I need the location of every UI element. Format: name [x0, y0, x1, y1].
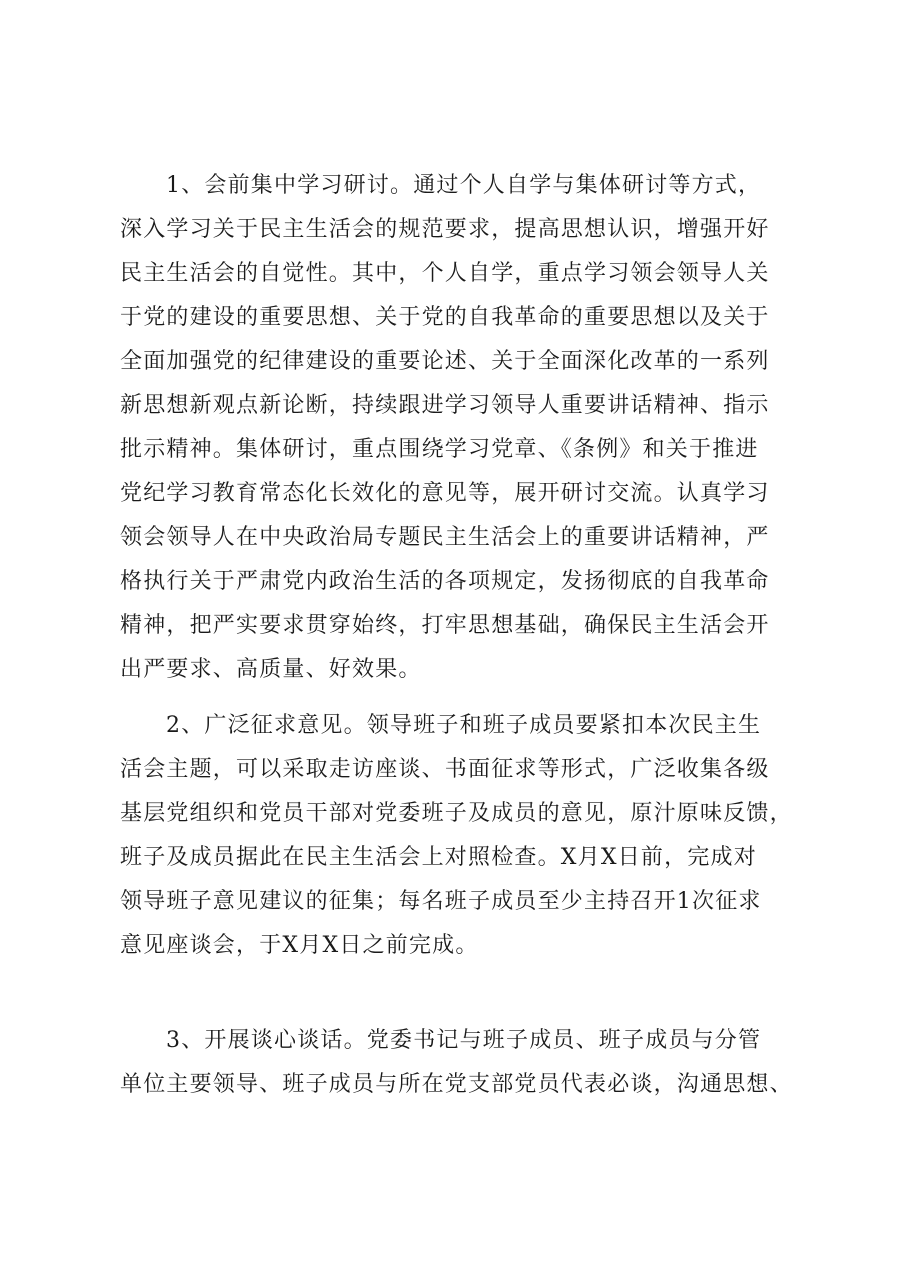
paragraph-2-line-3: 基层党组织和党员干部对党委班子及成员的意见，原汁原味反馈， [120, 801, 793, 826]
paragraph-1-line-2: 深入学习关于民主生活会的规范要求，提高思想认识，增强开好 [120, 217, 770, 242]
paragraph-3-line-1: 3、开展谈心谈话。党委书记与班子成员、班子成员与分管 [166, 1028, 762, 1053]
paragraph-1-line-12: 出严要求、高质量、好效果。 [120, 657, 422, 682]
paragraph-1-line-10: 格执行关于严肃党内政治生活的各项规定，发扬彻底的自我革命 [120, 569, 770, 594]
paragraph-1-line-6: 新思想新观点新论断，持续跟进学习领导人重要讲话精神、指示 [120, 393, 770, 418]
paragraph-1-line-5: 全面加强党的纪律建设的重要论述、关于全面深化改革的一系列 [120, 349, 770, 374]
paragraph-1-line-7: 批示精神。集体研讨，重点围绕学习党章、《条例》和关于推进 [120, 437, 759, 462]
paragraph-1-line-9: 领会领导人在中央政治局专题民主生活会上的重要讲话精神，严 [120, 525, 770, 550]
paragraph-1-line-11: 精神，把严实要求贯穿始终，打牢思想基础，确保民主生活会开 [120, 613, 770, 638]
paragraph-2-line-4: 班子及成员据此在民主生活会上对照检查。X月X日前，完成对 [120, 845, 757, 870]
paragraph-1-line-4: 于党的建设的重要思想、关于党的自我革命的重要思想以及关于 [120, 305, 770, 330]
paragraph-3-line-2: 单位主要领导、班子成员与所在党支部党员代表必谈，沟通思想、 [120, 1072, 793, 1097]
paragraph-2-line-6: 意见座谈会，于X月X日之前完成。 [120, 933, 479, 958]
paragraph-2-line-2: 活会主题，可以采取走访座谈、书面征求等形式，广泛收集各级 [120, 757, 770, 782]
paragraph-2-line-1: 2、广泛征求意见。领导班子和班子成员要紧扣本次民主生 [166, 713, 762, 738]
paragraph-1-line-1: 1、会前集中学习研讨。通过个人自学与集体研讨等方式， [166, 173, 762, 198]
paragraph-2-line-5: 领导班子意见建议的征集；每名班子成员至少主持召开1次征求 [120, 889, 762, 914]
paragraph-1-line-3: 民主生活会的自觉性。其中，个人自学，重点学习领会领导人关 [120, 261, 770, 286]
paragraph-1-line-8: 党纪学习教育常态化长效化的意见等，展开研讨交流。认真学习 [120, 481, 770, 506]
